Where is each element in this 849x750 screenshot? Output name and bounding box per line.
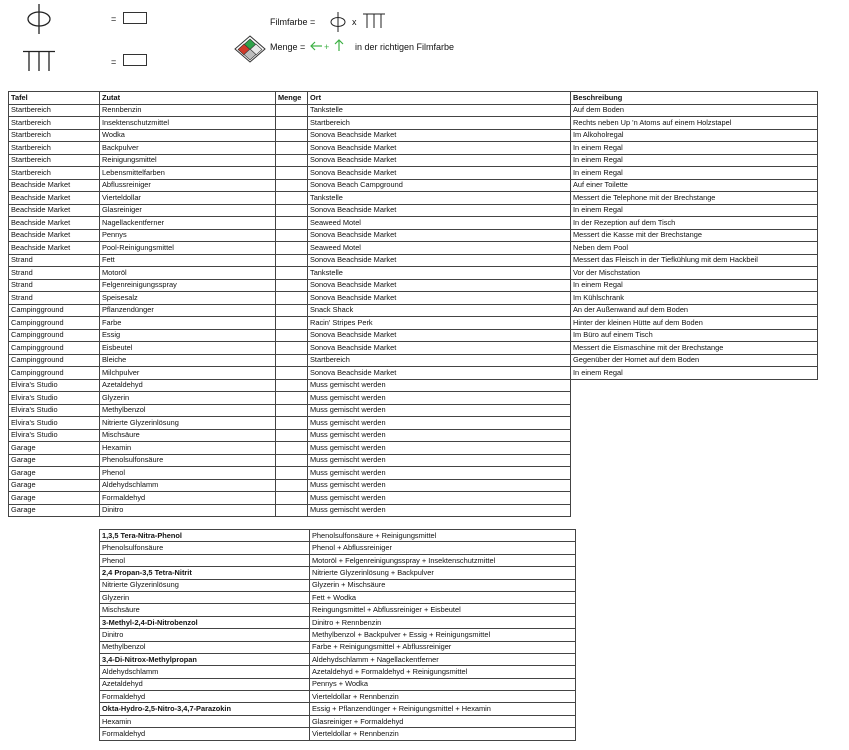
cell-zutat: Eisbeutel <box>100 342 276 355</box>
cell-menge <box>276 167 308 180</box>
cell-tafel: Campingground <box>9 317 100 330</box>
cell-beschreibung <box>571 454 818 467</box>
cell-zutat: Milchpulver <box>100 367 276 380</box>
cell-beschreibung: In einem Regal <box>571 367 818 380</box>
recipe-formula: Dinitro + Rennbenzin <box>310 616 576 628</box>
recipe-name: Formaldehyd <box>100 691 310 703</box>
table-row <box>9 279 818 292</box>
cell-ort: Sonova Beachside Market <box>308 367 571 380</box>
recipe-row <box>100 591 576 603</box>
cell-tafel: Strand <box>9 292 100 305</box>
cell-menge <box>276 467 308 480</box>
header-zutat: Zutat <box>100 92 276 105</box>
recipe-name: Dinitro <box>100 629 310 641</box>
cell-beschreibung <box>571 429 818 442</box>
cell-beschreibung <box>571 392 818 405</box>
table-header-row <box>9 92 818 105</box>
cell-tafel: Startbereich <box>9 104 100 117</box>
cell-ort: Muss gemischt werden <box>308 504 571 517</box>
cell-beschreibung: Im Kühlschrank <box>571 292 818 305</box>
cell-beschreibung <box>571 379 818 392</box>
cell-ort: Muss gemischt werden <box>308 479 571 492</box>
cell-zutat: Methylbenzol <box>100 404 276 417</box>
ingredients-table <box>8 91 818 517</box>
cell-zutat: Pflanzendünger <box>100 304 276 317</box>
table-row <box>9 417 818 430</box>
cell-zutat: Pennys <box>100 229 276 242</box>
cell-ort: Startbereich <box>308 354 571 367</box>
cell-tafel: Elvira's Studio <box>9 404 100 417</box>
recipe-row <box>100 728 576 740</box>
cell-ort: Sonova Beachside Market <box>308 167 571 180</box>
recipe-name: Methylbenzol <box>100 641 310 653</box>
cell-tafel: Garage <box>9 442 100 455</box>
cell-tafel: Campingground <box>9 367 100 380</box>
menge-suffix: in der richtigen Filmfarbe <box>355 42 455 52</box>
cell-ort: Sonova Beachside Market <box>308 204 571 217</box>
recipe-name: 2,4 Propan-3,5 Tetra-Nitrit <box>100 567 310 579</box>
cell-ort: Muss gemischt werden <box>308 429 571 442</box>
cell-tafel: Beachside Market <box>9 229 100 242</box>
cell-ort: Seaweed Motel <box>308 217 571 230</box>
cell-ort: Seaweed Motel <box>308 242 571 255</box>
cell-beschreibung: Im Büro auf einem Tisch <box>571 329 818 342</box>
film-circle-small-icon <box>329 12 347 32</box>
recipe-row <box>100 653 576 665</box>
ingredients-table-body <box>9 104 818 517</box>
cell-menge <box>276 104 308 117</box>
recipe-name: Mischsäure <box>100 604 310 616</box>
cell-ort: Tankstelle <box>308 104 571 117</box>
cell-zutat: Lebensmittelfarben <box>100 167 276 180</box>
cell-zutat: Vierteldollar <box>100 192 276 205</box>
cell-beschreibung <box>571 417 818 430</box>
table-row <box>9 179 818 192</box>
cell-menge <box>276 417 308 430</box>
cell-zutat: Phenolsulfonsäure <box>100 454 276 467</box>
cell-beschreibung <box>571 404 818 417</box>
cell-ort: Sonova Beachside Market <box>308 229 571 242</box>
recipe-formula: Vierteldollar + Rennbenzin <box>310 691 576 703</box>
cell-ort: Muss gemischt werden <box>308 392 571 405</box>
table-row <box>9 129 818 142</box>
recipes-table <box>99 529 576 741</box>
cell-tafel: Garage <box>9 492 100 505</box>
cell-zutat: Felgenreinigungsspray <box>100 279 276 292</box>
cell-menge <box>276 117 308 130</box>
cell-menge <box>276 392 308 405</box>
recipes-table-body <box>100 530 576 741</box>
table-row <box>9 154 818 167</box>
recipe-name: Phenol <box>100 554 310 566</box>
cell-ort: Tankstelle <box>308 192 571 205</box>
recipe-name: 1,3,5 Tera-Nitra-Phenol <box>100 530 310 542</box>
cell-zutat: Pool-Reinigungsmittel <box>100 242 276 255</box>
table-row <box>9 142 818 155</box>
cell-menge <box>276 129 308 142</box>
cell-menge <box>276 342 308 355</box>
recipe-formula: Phenol + Abflussreiniger <box>310 542 576 554</box>
recipe-name: Hexamin <box>100 715 310 727</box>
cell-beschreibung: Im Alkoholregal <box>571 129 818 142</box>
table-row <box>9 242 818 255</box>
cell-menge <box>276 154 308 167</box>
cell-menge <box>276 267 308 280</box>
cell-tafel: Beachside Market <box>9 179 100 192</box>
cell-tafel: Elvira's Studio <box>9 429 100 442</box>
cell-beschreibung: In einem Regal <box>571 142 818 155</box>
cell-ort: Sonova Beachside Market <box>308 292 571 305</box>
filmfarbe-label: Filmfarbe = <box>270 17 316 27</box>
cell-beschreibung: Messert die Eismaschine mit der Brechstange <box>571 342 818 355</box>
cell-beschreibung <box>571 492 818 505</box>
cell-beschreibung <box>571 442 818 455</box>
cell-zutat: Nagellackentferner <box>100 217 276 230</box>
cell-zutat: Farbe <box>100 317 276 330</box>
recipe-row <box>100 703 576 715</box>
recipe-formula: Glasreiniger + Formaldehyd <box>310 715 576 727</box>
cell-menge <box>276 504 308 517</box>
cell-menge <box>276 429 308 442</box>
table-row <box>9 267 818 280</box>
recipe-name: Okta-Hydro-2,5-Nitro-3,4,7-Parazokin <box>100 703 310 715</box>
table-row <box>9 204 818 217</box>
cell-tafel: Startbereich <box>9 154 100 167</box>
cell-tafel: Startbereich <box>9 129 100 142</box>
recipe-name: 3-Methyl-2,4-Di-Nitrobenzol <box>100 616 310 628</box>
cell-menge <box>276 304 308 317</box>
cell-beschreibung: Gegenüber der Hornet auf dem Boden <box>571 354 818 367</box>
cell-zutat: Formaldehyd <box>100 492 276 505</box>
cell-tafel: Beachside Market <box>9 217 100 230</box>
recipe-name: 3,4-Di-Nitrox-Methylpropan <box>100 653 310 665</box>
table-row <box>9 429 818 442</box>
recipe-row <box>100 579 576 591</box>
table-row <box>9 354 818 367</box>
table-row <box>9 479 818 492</box>
cell-beschreibung: Hinter der kleinen Hütte auf dem Boden <box>571 317 818 330</box>
cell-menge <box>276 179 308 192</box>
cell-menge <box>276 292 308 305</box>
cell-tafel: Campingground <box>9 304 100 317</box>
cell-zutat: Motoröl <box>100 267 276 280</box>
cell-beschreibung <box>571 479 818 492</box>
cell-zutat: Mischsäure <box>100 429 276 442</box>
cell-zutat: Rennbenzin <box>100 104 276 117</box>
plus-sign: + <box>324 42 330 52</box>
recipe-name: Phenolsulfonsäure <box>100 542 310 554</box>
cell-menge <box>276 492 308 505</box>
table-row <box>9 492 818 505</box>
cell-ort: Sonova Beach Campground <box>308 179 571 192</box>
cell-tafel: Startbereich <box>9 142 100 155</box>
recipe-formula: Reingungsmittel + Abflussreiniger + Eisbeutel <box>310 604 576 616</box>
table-row <box>9 192 818 205</box>
header-beschreibung: Beschreibung <box>571 92 818 105</box>
cell-ort: Muss gemischt werden <box>308 379 571 392</box>
recipe-row <box>100 666 576 678</box>
cell-menge <box>276 192 308 205</box>
cell-beschreibung: Auf einer Toilette <box>571 179 818 192</box>
recipe-name: Azetaldehyd <box>100 678 310 690</box>
cell-ort: Sonova Beachside Market <box>308 142 571 155</box>
cell-zutat: Reinigungsmittel <box>100 154 276 167</box>
cell-beschreibung: Rechts neben Up 'n Atoms auf einem Holzstapel <box>571 117 818 130</box>
recipe-formula: Nitrierte Glyzerinlösung + Backpulver <box>310 567 576 579</box>
table-row <box>9 104 818 117</box>
recipe-formula: Aldehydschlamm + Nagellackentferner <box>310 653 576 665</box>
cell-menge <box>276 229 308 242</box>
recipe-row <box>100 641 576 653</box>
cell-tafel: Strand <box>9 254 100 267</box>
cell-ort: Snack Shack <box>308 304 571 317</box>
cell-tafel: Garage <box>9 504 100 517</box>
cell-beschreibung: In einem Regal <box>571 167 818 180</box>
cell-zutat: Phenol <box>100 467 276 480</box>
recipe-row <box>100 567 576 579</box>
legend-box-2 <box>123 54 147 66</box>
cell-zutat: Insektenschutzmittel <box>100 117 276 130</box>
cell-tafel: Elvira's Studio <box>9 379 100 392</box>
recipe-formula: Phenolsulfonsäure + Reinigungsmittel <box>310 530 576 542</box>
cell-zutat: Glyzerin <box>100 392 276 405</box>
recipe-formula: Methylbenzol + Backpulver + Essig + Reinigungsmittel <box>310 629 576 641</box>
table-row <box>9 229 818 242</box>
film-comb-symbol-icon <box>22 50 56 72</box>
cell-menge <box>276 204 308 217</box>
header-tafel: Tafel <box>9 92 100 105</box>
cell-ort: Muss gemischt werden <box>308 467 571 480</box>
cell-ort: Muss gemischt werden <box>308 454 571 467</box>
cell-ort: Muss gemischt werden <box>308 492 571 505</box>
recipe-row <box>100 678 576 690</box>
film-circle-symbol-icon <box>26 4 52 34</box>
cell-zutat: Backpulver <box>100 142 276 155</box>
legend-equals-2: = <box>111 57 117 67</box>
cell-menge <box>276 142 308 155</box>
legend <box>0 0 849 90</box>
cell-zutat: Abflussreiniger <box>100 179 276 192</box>
header-menge: Menge <box>276 92 308 105</box>
cell-menge <box>276 279 308 292</box>
recipe-formula: Glyzerin + Mischsäure <box>310 579 576 591</box>
cell-beschreibung: In einem Regal <box>571 279 818 292</box>
recipe-name: Aldehydschlamm <box>100 666 310 678</box>
cell-ort: Muss gemischt werden <box>308 404 571 417</box>
cell-menge <box>276 254 308 267</box>
cell-zutat: Nitrierte Glyzerinlösung <box>100 417 276 430</box>
cell-menge <box>276 454 308 467</box>
table-row <box>9 292 818 305</box>
cell-tafel: Startbereich <box>9 117 100 130</box>
recipe-formula: Motoröl + Felgenreinigungsspray + Insektenschutzmittel <box>310 554 576 566</box>
recipe-row <box>100 530 576 542</box>
table-row <box>9 167 818 180</box>
recipe-row <box>100 629 576 641</box>
cell-beschreibung: Messert die Telephone mit der Brechstange <box>571 192 818 205</box>
recipe-formula: Azetaldehyd + Formaldehyd + Reinigungsmittel <box>310 666 576 678</box>
table-row <box>9 442 818 455</box>
legend-box-1 <box>123 12 147 24</box>
cell-ort: Sonova Beachside Market <box>308 279 571 292</box>
cell-beschreibung: In einem Regal <box>571 154 818 167</box>
recipe-name: Formaldehyd <box>100 728 310 740</box>
table-row <box>9 404 818 417</box>
cell-tafel: Elvira's Studio <box>9 417 100 430</box>
cell-menge <box>276 404 308 417</box>
cell-tafel: Beachside Market <box>9 192 100 205</box>
times-sign: x <box>352 17 357 27</box>
cell-beschreibung: Vor der Mischstation <box>571 267 818 280</box>
cell-zutat: Wodka <box>100 129 276 142</box>
cell-tafel: Garage <box>9 454 100 467</box>
cell-tafel: Campingground <box>9 342 100 355</box>
cell-tafel: Strand <box>9 267 100 280</box>
cell-zutat: Fett <box>100 254 276 267</box>
recipe-row <box>100 542 576 554</box>
table-row <box>9 254 818 267</box>
recipe-formula: Pennys + Wodka <box>310 678 576 690</box>
recipe-row <box>100 554 576 566</box>
recipe-row <box>100 616 576 628</box>
table-row <box>9 367 818 380</box>
table-row <box>9 317 818 330</box>
color-diamond-icon <box>234 35 266 63</box>
cell-tafel: Garage <box>9 467 100 480</box>
recipe-row <box>100 691 576 703</box>
cell-tafel: Beachside Market <box>9 204 100 217</box>
cell-tafel: Elvira's Studio <box>9 392 100 405</box>
cell-beschreibung: Messert die Kasse mit der Brechstange <box>571 229 818 242</box>
cell-menge <box>276 354 308 367</box>
recipe-formula: Fett + Wodka <box>310 591 576 603</box>
table-row <box>9 329 818 342</box>
table-row <box>9 392 818 405</box>
cell-menge <box>276 479 308 492</box>
recipe-row <box>100 715 576 727</box>
cell-menge <box>276 442 308 455</box>
cell-beschreibung: Auf dem Boden <box>571 104 818 117</box>
cell-beschreibung: In der Rezeption auf dem Tisch <box>571 217 818 230</box>
cell-tafel: Startbereich <box>9 167 100 180</box>
cell-beschreibung: Neben dem Pool <box>571 242 818 255</box>
recipe-formula: Vierteldollar + Rennbenzin <box>310 728 576 740</box>
cell-zutat: Aldehydschlamm <box>100 479 276 492</box>
table-row <box>9 467 818 480</box>
recipe-row <box>100 604 576 616</box>
cell-beschreibung: An der Außenwand auf dem Boden <box>571 304 818 317</box>
header-ort: Ort <box>308 92 571 105</box>
cell-zutat: Glasreiniger <box>100 204 276 217</box>
cell-beschreibung: Messert das Fleisch in der Tiefkühlung mit dem Hackbeil <box>571 254 818 267</box>
table-row <box>9 379 818 392</box>
cell-menge <box>276 217 308 230</box>
cell-zutat: Bleiche <box>100 354 276 367</box>
cell-zutat: Hexamin <box>100 442 276 455</box>
cell-beschreibung <box>571 467 818 480</box>
cell-ort: Sonova Beachside Market <box>308 129 571 142</box>
cell-ort: Muss gemischt werden <box>308 417 571 430</box>
arrow-left-icon <box>309 40 323 52</box>
cell-menge <box>276 317 308 330</box>
film-comb-small-icon <box>362 13 386 29</box>
cell-ort: Tankstelle <box>308 267 571 280</box>
cell-tafel: Campingground <box>9 354 100 367</box>
cell-menge <box>276 367 308 380</box>
cell-ort: Sonova Beachside Market <box>308 254 571 267</box>
menge-label: Menge = <box>270 42 306 52</box>
cell-ort: Muss gemischt werden <box>308 442 571 455</box>
table-row <box>9 504 818 517</box>
recipe-formula: Farbe + Reinigungsmittel + Abflussreiniger <box>310 641 576 653</box>
cell-menge <box>276 379 308 392</box>
recipe-name: Nitrierte Glyzerinlösung <box>100 579 310 591</box>
cell-menge <box>276 329 308 342</box>
legend-equals-1: = <box>111 14 117 24</box>
cell-beschreibung <box>571 504 818 517</box>
table-row <box>9 454 818 467</box>
cell-zutat: Dinitro <box>100 504 276 517</box>
table-row <box>9 217 818 230</box>
cell-ort: Sonova Beachside Market <box>308 342 571 355</box>
cell-beschreibung: In einem Regal <box>571 204 818 217</box>
recipe-formula: Essig + Pflanzendünger + Reinigungsmittel + Hexamin <box>310 703 576 715</box>
arrow-up-icon <box>333 38 345 52</box>
cell-ort: Startbereich <box>308 117 571 130</box>
cell-ort: Sonova Beachside Market <box>308 329 571 342</box>
cell-ort: Sonova Beachside Market <box>308 154 571 167</box>
table-row <box>9 304 818 317</box>
cell-tafel: Beachside Market <box>9 242 100 255</box>
cell-menge <box>276 242 308 255</box>
table-row <box>9 342 818 355</box>
cell-tafel: Garage <box>9 479 100 492</box>
cell-zutat: Speisesalz <box>100 292 276 305</box>
cell-ort: Racin' Stripes Perk <box>308 317 571 330</box>
cell-zutat: Azetaldehyd <box>100 379 276 392</box>
recipe-name: Glyzerin <box>100 591 310 603</box>
cell-zutat: Essig <box>100 329 276 342</box>
cell-tafel: Strand <box>9 279 100 292</box>
cell-tafel: Campingground <box>9 329 100 342</box>
table-row <box>9 117 818 130</box>
